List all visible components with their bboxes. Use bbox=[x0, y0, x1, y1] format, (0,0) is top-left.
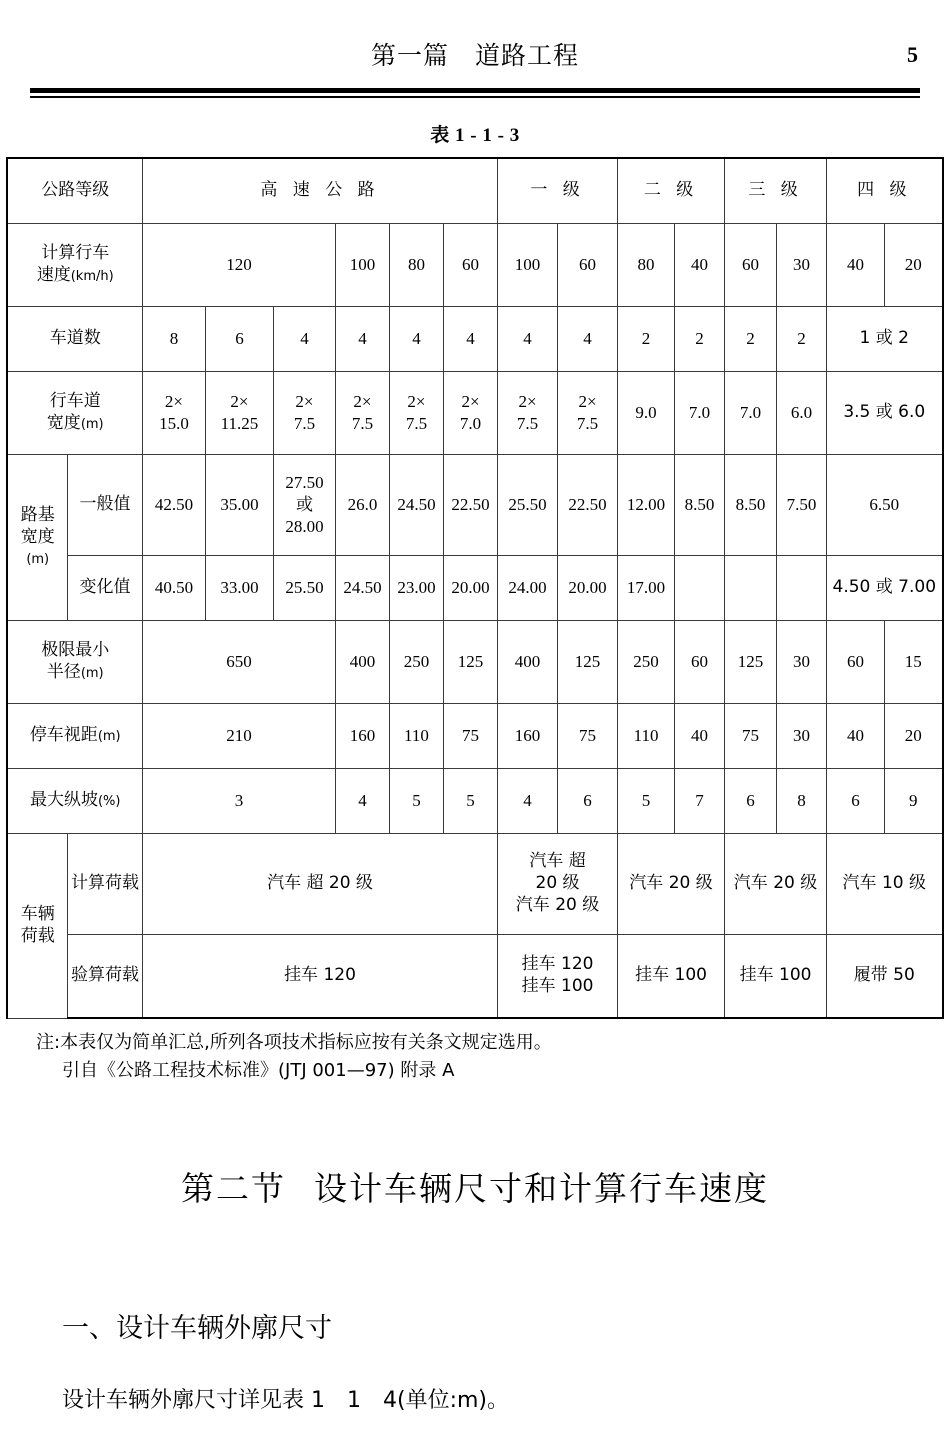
cell-grade-1: 4 bbox=[335, 769, 389, 834]
cell-lanewidth-10: 7.0 bbox=[725, 372, 777, 455]
table-row-subgrade-general bbox=[7, 455, 942, 556]
cell-sight-1: 160 bbox=[335, 704, 389, 769]
cell-lanes-0: 8 bbox=[142, 307, 205, 372]
cell-lanewidth-9: 7.0 bbox=[675, 372, 725, 455]
cell-grade-3: 5 bbox=[443, 769, 497, 834]
header-title: 第一篇 道路工程 bbox=[370, 41, 579, 70]
table-header-row bbox=[7, 158, 942, 224]
cell-subgrade-gen-4: 24.50 bbox=[389, 455, 443, 556]
cell-lanes-12: 1 或 2 bbox=[827, 307, 943, 372]
cell-subgrade-gen-5: 22.50 bbox=[443, 455, 497, 556]
cell-subgrade-var-11 bbox=[777, 556, 827, 621]
cell-lanewidth-2: 2× 7.5 bbox=[273, 372, 335, 455]
row-header-subgrade: 路基 宽度 (m) bbox=[7, 455, 67, 621]
cell-radius-11: 15 bbox=[885, 621, 943, 704]
row-header-max-grade: 最大纵坡(%) bbox=[7, 769, 142, 834]
section-title: 设计车辆尺寸和计算行车速度 bbox=[314, 1168, 769, 1208]
row-header-vehicle-load: 车辆 荷载 bbox=[7, 834, 67, 1019]
row-header-lane-count: 车道数 bbox=[7, 307, 142, 372]
cell-lanes-2: 4 bbox=[273, 307, 335, 372]
cell-checkload-2: 挂车 100 bbox=[618, 935, 725, 1019]
cell-designload-2: 汽车 20 级 bbox=[618, 834, 725, 935]
cell-designload-1: 汽车 超 20 级 汽车 20 级 bbox=[498, 834, 618, 935]
cell-grade-0: 3 bbox=[142, 769, 335, 834]
body-paragraph-part-2: 1 bbox=[347, 1387, 361, 1413]
section-number: 第二节 bbox=[181, 1168, 286, 1208]
cell-subgrade-var-9 bbox=[675, 556, 725, 621]
cell-lanes-1: 6 bbox=[205, 307, 273, 372]
cell-lanes-11: 2 bbox=[777, 307, 827, 372]
cell-sight-3: 75 bbox=[443, 704, 497, 769]
cell-speed-0: 120 bbox=[142, 224, 335, 307]
cell-subgrade-var-0: 40.50 bbox=[142, 556, 205, 621]
row-header-stop-sight: 停车视距(m) bbox=[7, 704, 142, 769]
cell-sight-10: 40 bbox=[827, 704, 885, 769]
cell-subgrade-var-8: 17.00 bbox=[618, 556, 675, 621]
cell-sight-5: 75 bbox=[558, 704, 618, 769]
cell-sight-6: 110 bbox=[618, 704, 675, 769]
cell-checkload-4: 履带 50 bbox=[827, 935, 943, 1019]
cell-lanes-7: 4 bbox=[558, 307, 618, 372]
body-paragraph bbox=[62, 1383, 950, 1414]
row-header-check-load: 验算荷载 bbox=[67, 935, 142, 1019]
cell-speed-5: 60 bbox=[558, 224, 618, 307]
cell-speed-1: 100 bbox=[335, 224, 389, 307]
cell-checkload-0: 挂车 120 bbox=[142, 935, 497, 1019]
cell-subgrade-var-4: 23.00 bbox=[389, 556, 443, 621]
table-row-check-load bbox=[7, 935, 942, 1019]
cell-lanes-4: 4 bbox=[389, 307, 443, 372]
table-note-line-1: 注:本表仅为简单汇总,所列各项技术指标应按有关条文规定选用。 bbox=[36, 1032, 552, 1053]
body-paragraph-part-3: 4(单位:m)。 bbox=[383, 1387, 510, 1413]
table-row-min-radius bbox=[7, 621, 942, 704]
cell-speed-10: 40 bbox=[827, 224, 885, 307]
cell-checkload-3: 挂车 100 bbox=[725, 935, 827, 1019]
cell-sight-0: 210 bbox=[142, 704, 335, 769]
cell-lanewidth-6: 2× 7.5 bbox=[498, 372, 558, 455]
cell-sight-4: 160 bbox=[498, 704, 558, 769]
cell-radius-4: 400 bbox=[498, 621, 558, 704]
col-header-grade: 公路等级 bbox=[7, 158, 142, 224]
cell-radius-9: 30 bbox=[777, 621, 827, 704]
row-header-lane-width: 行车道 宽度(m) bbox=[7, 372, 142, 455]
cell-speed-2: 80 bbox=[389, 224, 443, 307]
cell-radius-7: 60 bbox=[675, 621, 725, 704]
cell-radius-1: 400 bbox=[335, 621, 389, 704]
cell-sight-8: 75 bbox=[725, 704, 777, 769]
cell-radius-3: 125 bbox=[443, 621, 497, 704]
cell-speed-6: 80 bbox=[618, 224, 675, 307]
row-header-design-speed: 计算行车 速度(km/h) bbox=[7, 224, 142, 307]
cell-lanes-6: 4 bbox=[498, 307, 558, 372]
cell-subgrade-gen-0: 42.50 bbox=[142, 455, 205, 556]
col-header-grade-2: 二 级 bbox=[618, 158, 725, 224]
table-note-line-2: 引自《公路工程技术标准》(JTJ 001—97) 附录 A bbox=[62, 1059, 455, 1081]
cell-subgrade-var-12: 4.50 或 7.00 bbox=[827, 556, 943, 621]
cell-speed-11: 20 bbox=[885, 224, 943, 307]
cell-radius-8: 125 bbox=[725, 621, 777, 704]
cell-subgrade-gen-3: 26.0 bbox=[335, 455, 389, 556]
cell-radius-2: 250 bbox=[389, 621, 443, 704]
cell-grade-11: 9 bbox=[885, 769, 943, 834]
cell-subgrade-gen-2: 27.50 或 28.00 bbox=[273, 455, 335, 556]
cell-designload-4: 汽车 10 级 bbox=[827, 834, 943, 935]
table-caption: 表 1 - 1 - 3 bbox=[430, 125, 520, 146]
row-header-subgrade-general: 一般值 bbox=[67, 455, 142, 556]
col-header-expressway: 高 速 公 路 bbox=[142, 158, 497, 224]
cell-radius-10: 60 bbox=[827, 621, 885, 704]
header-rule-thick bbox=[30, 88, 920, 93]
cell-radius-5: 125 bbox=[558, 621, 618, 704]
cell-radius-0: 650 bbox=[142, 621, 335, 704]
row-header-min-radius: 极限最小 半径(m) bbox=[7, 621, 142, 704]
cell-subgrade-var-6: 24.00 bbox=[498, 556, 558, 621]
cell-lanewidth-12: 3.5 或 6.0 bbox=[827, 372, 943, 455]
cell-grade-2: 5 bbox=[389, 769, 443, 834]
cell-lanewidth-8: 9.0 bbox=[618, 372, 675, 455]
header-rule-thin bbox=[30, 96, 920, 98]
cell-lanewidth-3: 2× 7.5 bbox=[335, 372, 389, 455]
cell-grade-4: 4 bbox=[498, 769, 558, 834]
cell-speed-4: 100 bbox=[498, 224, 558, 307]
subsection-heading: 一、设计车辆外廓尺寸 bbox=[62, 1312, 332, 1344]
cell-speed-7: 40 bbox=[675, 224, 725, 307]
cell-lanewidth-0: 2× 15.0 bbox=[142, 372, 205, 455]
cell-grade-8: 6 bbox=[725, 769, 777, 834]
cell-speed-9: 30 bbox=[777, 224, 827, 307]
section-heading bbox=[0, 1163, 950, 1210]
cell-grade-7: 7 bbox=[675, 769, 725, 834]
cell-lanes-10: 2 bbox=[725, 307, 777, 372]
highway-spec-table bbox=[6, 157, 943, 1019]
cell-subgrade-gen-12: 6.50 bbox=[827, 455, 943, 556]
cell-subgrade-var-7: 20.00 bbox=[558, 556, 618, 621]
cell-subgrade-gen-1: 35.00 bbox=[205, 455, 273, 556]
page-number: 5 bbox=[907, 42, 918, 67]
col-header-grade-1: 一 级 bbox=[498, 158, 618, 224]
table-row-subgrade-variable bbox=[7, 556, 942, 621]
cell-grade-5: 6 bbox=[558, 769, 618, 834]
cell-lanewidth-4: 2× 7.5 bbox=[389, 372, 443, 455]
cell-sight-2: 110 bbox=[389, 704, 443, 769]
cell-subgrade-var-5: 20.00 bbox=[443, 556, 497, 621]
row-header-subgrade-variable: 变化值 bbox=[67, 556, 142, 621]
cell-grade-9: 8 bbox=[777, 769, 827, 834]
cell-subgrade-var-3: 24.50 bbox=[335, 556, 389, 621]
cell-designload-3: 汽车 20 级 bbox=[725, 834, 827, 935]
cell-checkload-1: 挂车 120 挂车 100 bbox=[498, 935, 618, 1019]
cell-subgrade-var-2: 25.50 bbox=[273, 556, 335, 621]
cell-lanes-3: 4 bbox=[335, 307, 389, 372]
cell-grade-6: 5 bbox=[618, 769, 675, 834]
row-header-design-load: 计算荷载 bbox=[67, 834, 142, 935]
cell-subgrade-gen-8: 12.00 bbox=[618, 455, 675, 556]
cell-radius-6: 250 bbox=[618, 621, 675, 704]
cell-lanewidth-5: 2× 7.0 bbox=[443, 372, 497, 455]
cell-lanewidth-7: 2× 7.5 bbox=[558, 372, 618, 455]
table-row-stop-sight bbox=[7, 704, 942, 769]
table-row-design-load bbox=[7, 834, 942, 935]
cell-speed-3: 60 bbox=[443, 224, 497, 307]
cell-sight-7: 40 bbox=[675, 704, 725, 769]
cell-lanewidth-11: 6.0 bbox=[777, 372, 827, 455]
cell-subgrade-gen-6: 25.50 bbox=[498, 455, 558, 556]
cell-lanes-5: 4 bbox=[443, 307, 497, 372]
running-header bbox=[30, 36, 920, 88]
table-row-design-speed bbox=[7, 224, 942, 307]
cell-subgrade-gen-7: 22.50 bbox=[558, 455, 618, 556]
col-header-grade-4: 四 级 bbox=[827, 158, 943, 224]
body-paragraph-part-1: 设计车辆外廓尺寸详见表 1 bbox=[62, 1387, 325, 1413]
cell-subgrade-gen-9: 8.50 bbox=[675, 455, 725, 556]
cell-grade-10: 6 bbox=[827, 769, 885, 834]
col-header-grade-3: 三 级 bbox=[725, 158, 827, 224]
cell-subgrade-gen-10: 8.50 bbox=[725, 455, 777, 556]
cell-lanewidth-1: 2× 11.25 bbox=[205, 372, 273, 455]
cell-subgrade-var-10 bbox=[725, 556, 777, 621]
cell-sight-11: 20 bbox=[885, 704, 943, 769]
cell-lanes-9: 2 bbox=[675, 307, 725, 372]
cell-subgrade-var-1: 33.00 bbox=[205, 556, 273, 621]
cell-subgrade-gen-11: 7.50 bbox=[777, 455, 827, 556]
table-row-lane-count bbox=[7, 307, 942, 372]
cell-designload-0: 汽车 超 20 级 bbox=[142, 834, 497, 935]
cell-lanes-8: 2 bbox=[618, 307, 675, 372]
cell-sight-9: 30 bbox=[777, 704, 827, 769]
table-row-max-grade bbox=[7, 769, 942, 834]
table-notes bbox=[36, 1029, 950, 1085]
table-row-lane-width bbox=[7, 372, 942, 455]
cell-speed-8: 60 bbox=[725, 224, 777, 307]
